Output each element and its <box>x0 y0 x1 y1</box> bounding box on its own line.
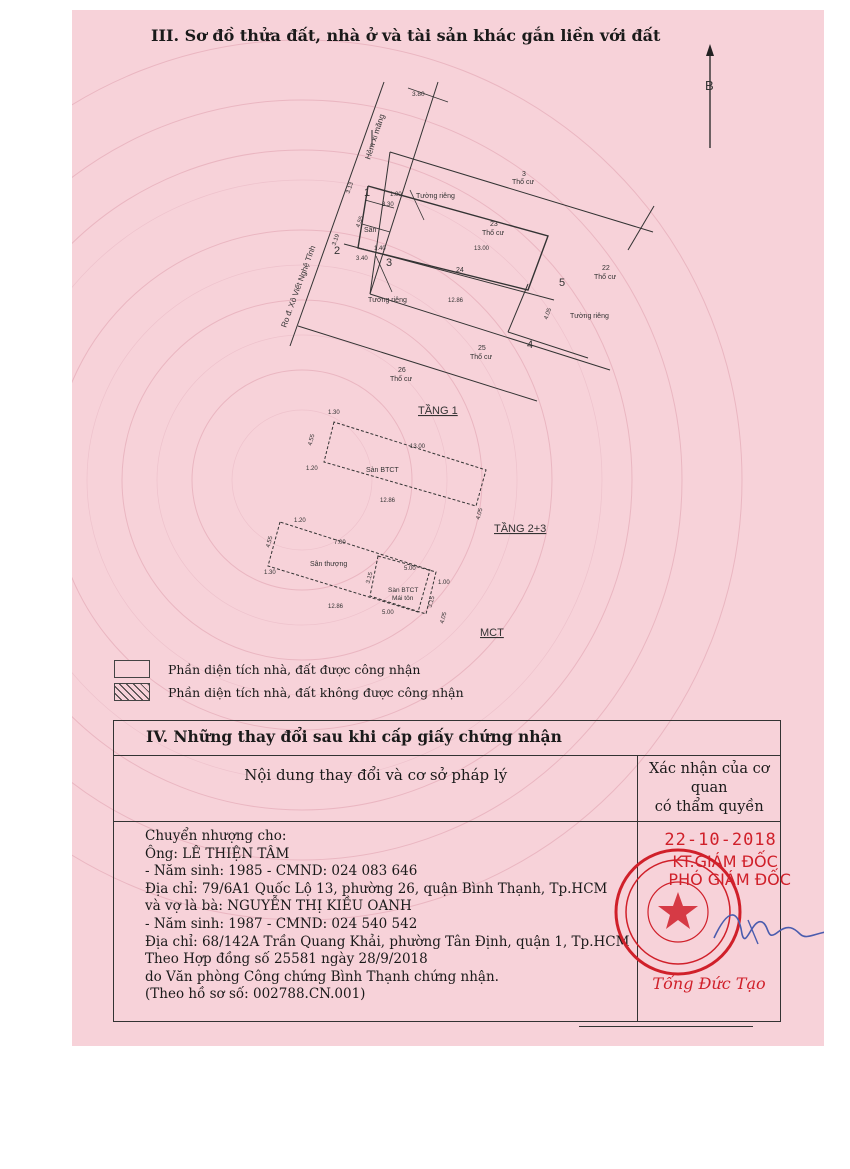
dim-d8: 13.00 <box>474 246 490 252</box>
parcel-num-3: 3 <box>522 171 526 178</box>
floor23-label: TẦNG 2+3 <box>494 523 547 535</box>
dim-d3: 3.19 <box>331 233 342 247</box>
parcel-num-22: 22 <box>602 265 610 272</box>
site-plan-drawing <box>72 10 824 670</box>
f1-bot: 12.86 <box>380 498 396 504</box>
content-line: và vợ là bà: NGUYỄN THỊ KIỀU OANH <box>145 898 412 915</box>
change-content <box>114 822 638 1022</box>
confirmation-header-line2: có thẩm quyền <box>654 799 764 815</box>
f1-top: 1.30 <box>328 410 340 416</box>
dim-d10: 4.05 <box>543 307 554 321</box>
wall-label-2: Tường riêng <box>368 297 407 304</box>
column-header-content: Nội dung thay đổi và cơ sở pháp lý <box>114 756 638 822</box>
f2-mid: 5.00 <box>404 566 416 572</box>
parcel-num-24: 24 <box>456 267 464 274</box>
f2-top: 1.20 <box>294 518 306 524</box>
legend-recognized-swatch <box>114 660 150 678</box>
yard-label: Sân <box>364 227 377 234</box>
confirmation-cell <box>638 822 791 1022</box>
f2-in: 5.00 <box>382 610 394 616</box>
point-2: 2 <box>334 245 341 257</box>
f1-right: 4.05 <box>475 507 485 521</box>
content-line: - Năm sinh: 1985 - CMND: 024 083 646 <box>145 863 418 880</box>
content-line: Chuyển nhượng cho: <box>145 828 287 844</box>
stamp-title-2: PHÓ GIÁM ĐỐC <box>668 870 791 889</box>
column-header-confirmation <box>638 756 781 822</box>
signer-name: Tống Đức Tạo <box>652 974 766 993</box>
f1-len: 13.00 <box>410 444 426 450</box>
content-line: - Năm sinh: 1987 - CMND: 024 540 542 <box>145 915 418 932</box>
content-line: Ông: LÊ THIỆN TÂM <box>145 845 290 862</box>
confirmation-date: 22-10-2018 <box>664 830 777 850</box>
parcel-num-25: 25 <box>478 345 486 352</box>
wall-label-3: Tường riêng <box>570 313 609 320</box>
content-line: (Theo hồ sơ số: 002788.CN.001) <box>145 986 366 1003</box>
changes-table <box>113 720 791 1022</box>
parcel-num-26: 26 <box>398 367 406 374</box>
parcel-use-22: Thổ cư <box>594 274 617 281</box>
dim-d7: 1.40 <box>374 246 386 252</box>
f2-slab: Sàn BTCT <box>388 587 419 594</box>
f2-r2: 3.15 <box>427 595 437 609</box>
dim-d9: 12.86 <box>448 298 464 304</box>
floor1-label: TẦNG 1 <box>418 405 458 417</box>
table-bottom-line <box>579 1026 753 1027</box>
f2-h: 3.15 <box>365 571 375 585</box>
signature <box>708 898 824 958</box>
parcel-use-26: Thổ cư <box>390 376 413 383</box>
content-line: Địa chỉ: 79/6A1 Quốc Lộ 13, phường 26, quận Bình Thạnh, Tp.HCM <box>145 880 608 897</box>
wall-label-1: Tường riêng <box>416 193 455 200</box>
dim-d5: 1.00 <box>390 192 402 198</box>
road-label: Ro đ. Xô Viết Nghệ Tĩnh <box>279 244 318 329</box>
certificate-page <box>72 10 824 1046</box>
dim-d6: 3.40 <box>356 256 368 262</box>
f2-bot: 12.86 <box>328 604 344 610</box>
point-5: 5 <box>559 277 566 289</box>
alley-label: Hẻm xi măng <box>363 113 387 161</box>
point-3: 3 <box>386 257 393 269</box>
north-label: B <box>705 78 714 93</box>
dim-d1: 3.13 <box>345 181 356 195</box>
dim-d2: 4.55 <box>355 215 366 229</box>
parcel-use-3: Thổ cư <box>512 179 535 186</box>
parcel-use-23: Thổ cư <box>482 230 505 237</box>
f1-w: 1.20 <box>306 466 318 472</box>
f1-slab: Sàn BTCT <box>366 467 399 474</box>
floor1-outline <box>324 422 486 506</box>
f2-r1: 1.00 <box>438 580 450 586</box>
content-line: Địa chỉ: 68/142A Trần Quang Khải, phường Tân Định, quận 1, Tp.HCM <box>145 933 630 950</box>
f2-len: 7.00 <box>334 540 346 546</box>
confirmation-header-line1: Xác nhận của cơ quan <box>648 761 770 796</box>
stamp-title-1: KT.GIÁM ĐỐC <box>672 852 778 871</box>
f2-roof: Mái tôn <box>392 595 414 602</box>
mct-label: MCT <box>480 627 504 639</box>
content-line: Theo Hợp đồng số 25581 ngày 28/9/2018 <box>145 951 428 968</box>
f2-terrace: Sân thượng <box>310 561 348 568</box>
dim-top-width: 3.80 <box>412 91 425 98</box>
f2-side: 4.55 <box>265 535 275 549</box>
parcel-num-23: 23 <box>490 221 498 228</box>
legend-unrecognized-text: Phần diện tích nhà, đất không được công nhận <box>168 685 464 700</box>
f2-w: 1.30 <box>264 570 276 576</box>
point-4: 4 <box>527 339 534 351</box>
dim-d4: 3.30 <box>382 202 394 208</box>
north-arrow-icon <box>706 44 714 148</box>
content-line: do Văn phòng Công chứng Bình Thạnh chứng nhận. <box>145 968 499 985</box>
f1-side: 4.55 <box>307 433 317 447</box>
section4-title: IV. Những thay đổi sau khi cấp giấy chứng nhận <box>114 721 781 756</box>
section3-title: III. Sơ đồ thửa đất, nhà ở và tài sản khác gắn liền với đất <box>151 26 661 45</box>
f2-r3: 4.05 <box>439 611 449 625</box>
parcel-use-25: Thổ cư <box>470 354 493 361</box>
point-1: 1 <box>364 187 371 199</box>
legend-unrecognized-swatch <box>114 683 150 701</box>
legend-recognized-text: Phần diện tích nhà, đất được công nhận <box>168 662 421 677</box>
